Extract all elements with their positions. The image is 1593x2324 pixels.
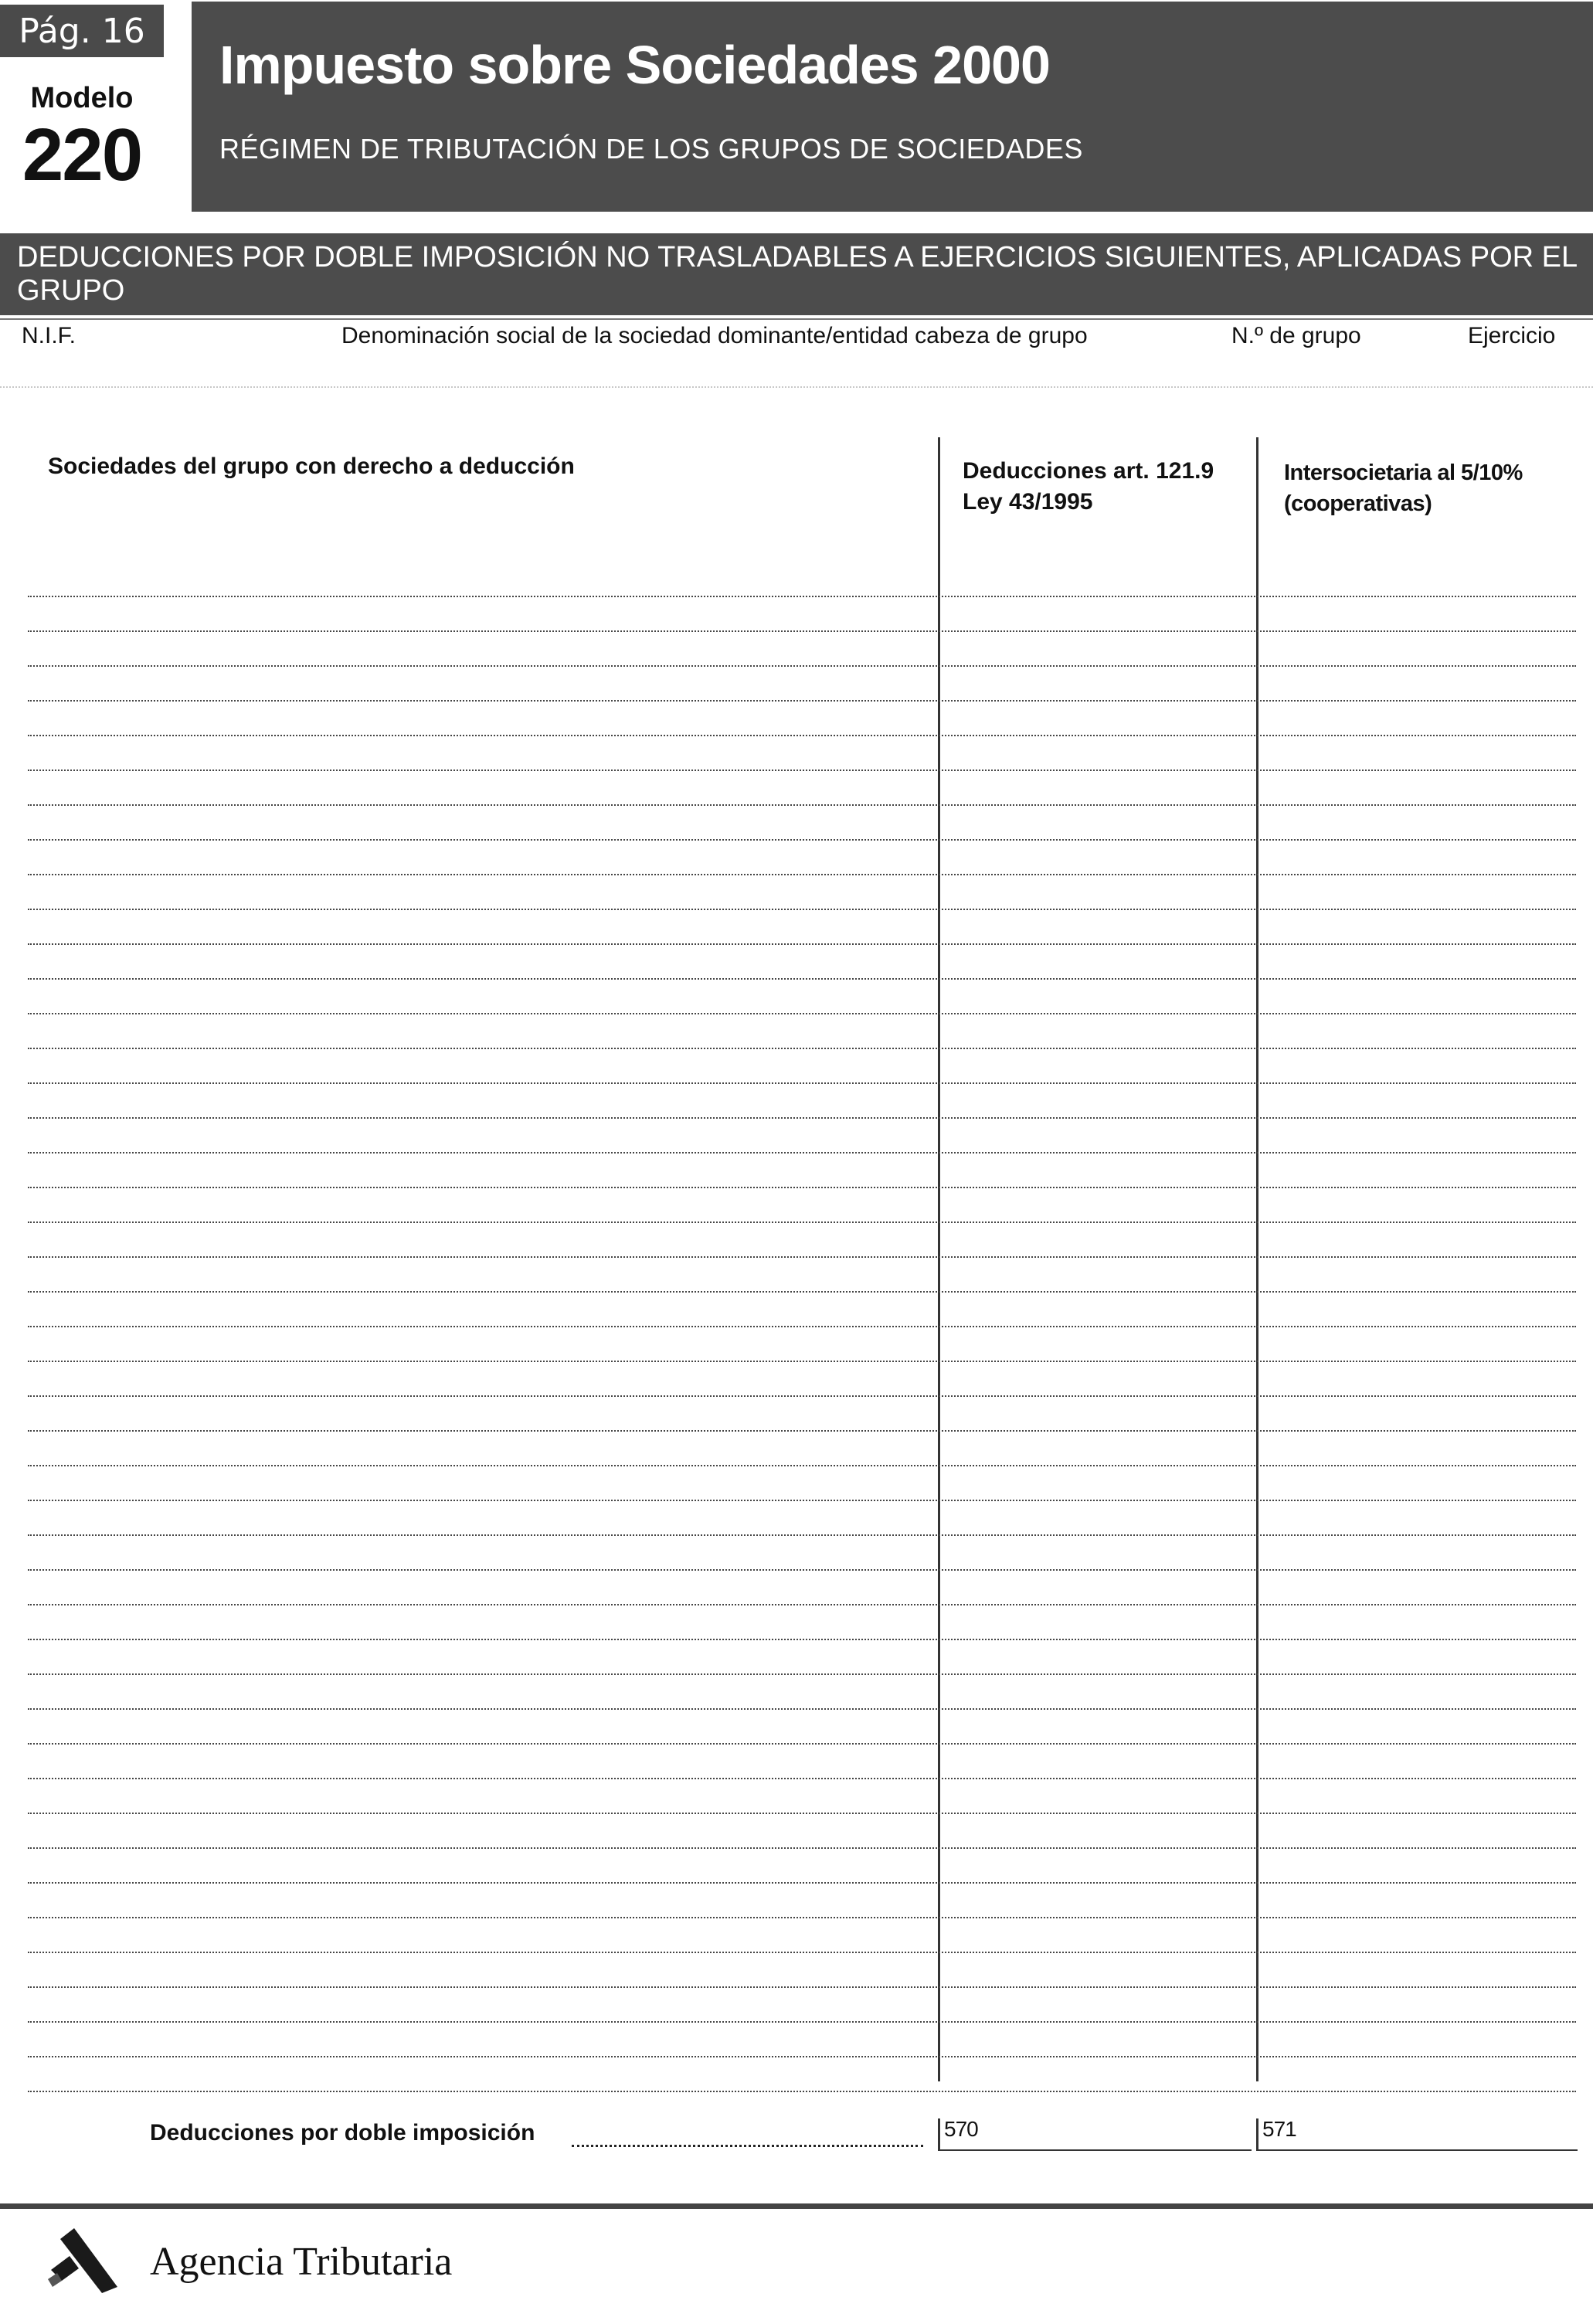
- table-row[interactable]: [28, 841, 1576, 875]
- table-row[interactable]: [28, 1814, 1576, 1849]
- table-row[interactable]: [28, 1501, 1576, 1536]
- table-row[interactable]: [28, 1536, 1576, 1571]
- col-header-intersocietaria: [1284, 457, 1523, 519]
- table-row[interactable]: [28, 1745, 1576, 1779]
- col-header-sociedades: Sociedades del grupo con derecho a deducción: [48, 454, 575, 479]
- modelo-number: 220: [22, 114, 142, 196]
- box-570-code: 570: [944, 2117, 978, 2141]
- section-rule: [0, 318, 1593, 320]
- box-570-field[interactable]: [938, 2149, 1252, 2151]
- table-row[interactable]: [28, 702, 1576, 736]
- table-row[interactable]: [28, 945, 1576, 980]
- table-row[interactable]: [28, 1849, 1576, 1884]
- table-row[interactable]: [28, 1605, 1576, 1640]
- table-row[interactable]: [28, 1327, 1576, 1362]
- section-banner: [0, 233, 1593, 315]
- total-label: Deducciones por doble imposición: [150, 2120, 535, 2146]
- box-570-tick: [938, 2118, 940, 2151]
- table-row[interactable]: [28, 806, 1576, 841]
- modelo-label: Modelo: [30, 82, 134, 114]
- table-row[interactable]: [28, 875, 1576, 910]
- table-row[interactable]: [28, 1779, 1576, 1814]
- table-row[interactable]: [28, 1640, 1576, 1675]
- table-row[interactable]: [28, 1466, 1576, 1501]
- table-row[interactable]: [28, 1119, 1576, 1154]
- table-row[interactable]: [28, 1918, 1576, 1953]
- table-row[interactable]: [28, 667, 1576, 702]
- footer-rule: [0, 2203, 1593, 2209]
- table-row[interactable]: [28, 1397, 1576, 1432]
- table-row[interactable]: [28, 1675, 1576, 1710]
- table-row[interactable]: [28, 1188, 1576, 1223]
- title-banner: [192, 2, 1593, 212]
- nif-label: N.I.F.: [22, 323, 76, 348]
- modelo-block: [0, 60, 164, 198]
- table-row[interactable]: [28, 1049, 1576, 1084]
- page-number-badge: [0, 5, 164, 57]
- table-row[interactable]: [28, 910, 1576, 945]
- box-571-field[interactable]: [1256, 2149, 1578, 2151]
- table-row[interactable]: [28, 1223, 1576, 1258]
- table-row[interactable]: [28, 1710, 1576, 1745]
- id-fields-line[interactable]: [0, 386, 1593, 388]
- table-row[interactable]: [28, 597, 1576, 632]
- box-571-code: 571: [1262, 2117, 1296, 2141]
- page-title: Impuesto sobre Sociedades 2000: [219, 35, 1050, 95]
- page-number: Pág. 16: [19, 11, 145, 51]
- agency-name: Agencia Tributaria: [150, 2240, 453, 2284]
- col-header-intersocietaria-line2: (cooperativas): [1284, 491, 1432, 516]
- table-row[interactable]: [28, 1154, 1576, 1188]
- agencia-tributaria-logo-icon: [46, 2225, 124, 2295]
- table-row[interactable]: [28, 1432, 1576, 1466]
- col-header-intersocietaria-line1: Intersocietaria al 5/10%: [1284, 460, 1523, 485]
- page-subtitle: RÉGIMEN DE TRIBUTACIÓN DE LOS GRUPOS DE SOCIEDADES: [219, 133, 1083, 165]
- grupo-label: N.º de grupo: [1231, 323, 1361, 348]
- table-row[interactable]: [28, 1084, 1576, 1119]
- col-header-deducciones-line1: Deducciones art. 121.9: [963, 458, 1214, 484]
- table-row[interactable]: [28, 2023, 1576, 2057]
- section-title: DEDUCCIONES POR DOBLE IMPOSICIÓN NO TRASLADABLES A EJERCICIOS SIGUIENTES, APLICADAS POR EL GRUPO: [17, 241, 1577, 307]
- table-row[interactable]: [28, 2057, 1576, 2092]
- denominacion-label: Denominación social de la sociedad dominante/entidad cabeza de grupo: [341, 323, 1088, 348]
- table-row[interactable]: [28, 1258, 1576, 1293]
- table-row[interactable]: [28, 632, 1576, 667]
- box-571-tick: [1256, 2118, 1258, 2151]
- table-row[interactable]: [28, 562, 1576, 597]
- table-row[interactable]: [28, 1953, 1576, 1988]
- table-row[interactable]: [28, 1014, 1576, 1049]
- table-row[interactable]: [28, 1362, 1576, 1397]
- col-header-deducciones-line2: Ley 43/1995: [963, 489, 1093, 515]
- table-row[interactable]: [28, 1293, 1576, 1327]
- table-row[interactable]: [28, 1884, 1576, 1918]
- col-header-deducciones: [963, 456, 1214, 518]
- table-row[interactable]: [28, 771, 1576, 806]
- table-row[interactable]: [28, 1988, 1576, 2023]
- table-row[interactable]: [28, 980, 1576, 1014]
- entry-rows: [28, 562, 1576, 2092]
- table-row[interactable]: [28, 736, 1576, 771]
- ejercicio-label: Ejercicio: [1468, 323, 1556, 348]
- total-leader-dots: [572, 2145, 923, 2147]
- table-row[interactable]: [28, 1571, 1576, 1605]
